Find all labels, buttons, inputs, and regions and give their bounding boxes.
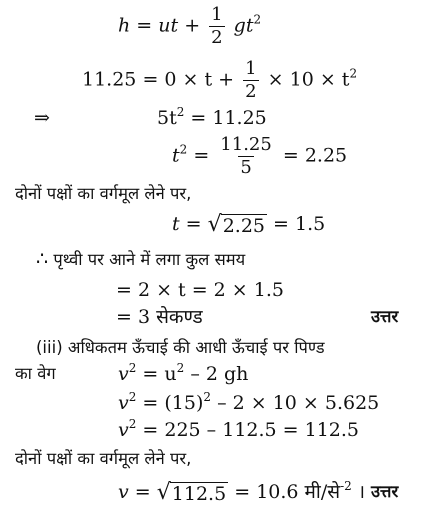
- equation-v-final: v = √ 112.5 = 10.6 मी/से$^{-2}$ ।: [118, 479, 366, 505]
- eq-term: ut: [158, 14, 179, 37]
- equation-3-seconds: = 3 सेकण्ड: [116, 306, 203, 328]
- fraction-1125-over-5: $\frac{11.25}{5}$: [220, 134, 272, 178]
- equation-5t2: $5t^2 = 11.25$: [157, 105, 267, 129]
- hindi-text-sqrt-both-sides: दोनों पक्षों का वर्गमूल लेने पर,: [15, 184, 192, 203]
- sqrt-symbol: √ 112.5: [156, 479, 227, 505]
- equation-t-sqrt: t = √ 2.25 = 1.5: [172, 211, 326, 237]
- therefore-symbol: ∴: [36, 248, 49, 270]
- equation-t2: $t^2$ = $\frac{11.25}{5}$ = 2.25: [172, 134, 348, 178]
- eq-lhs: h: [118, 14, 131, 37]
- fraction-half: $\frac{1}{2}$: [211, 4, 223, 48]
- hindi-total-time-line: ∴ पृथ्वी पर आने में लगा कुल समय: [36, 248, 246, 270]
- answer-label: उत्तर: [371, 307, 399, 326]
- equation-displacement: h = ut + $\frac{1}{2}$ $gt^2$: [118, 4, 262, 48]
- equation-v2-u2: $v^2 = u^2 - 2$ gh: [118, 361, 249, 385]
- equation-substitution: 11.25 = 0 × t + $\frac{1}{2}$ × $10 \times t^2$: [82, 58, 358, 102]
- answer-label-final: उत्तर: [371, 482, 399, 501]
- eq-plus: +: [184, 14, 201, 37]
- implies-symbol: ⇒: [34, 107, 50, 129]
- sqrt-symbol: √ 2.25: [207, 211, 265, 237]
- eq-equals: =: [136, 14, 153, 37]
- hindi-part-iii: (iii) अधिकतम ऊँचाई की आधी ऊँचाई पर पिण्ड: [36, 338, 325, 357]
- fraction-half: $\frac{1}{2}$: [245, 58, 257, 102]
- hindi-text-sqrt-both-sides-2: दोनों पक्षों का वर्गमूल लेने पर,: [15, 449, 192, 468]
- equation-v2-result: $v^2 = 225 - 112.5 = 112.5$: [118, 417, 360, 441]
- hindi-velocity-label: का वेग: [15, 364, 56, 383]
- eq-term: gt: [233, 14, 254, 37]
- equation-total-time: = 2 × t = 2 × 1.5: [116, 279, 284, 301]
- equation-v2-substituted: $v^2 = (15)^2 - 2 \times 10 \times 5.625$: [118, 390, 380, 414]
